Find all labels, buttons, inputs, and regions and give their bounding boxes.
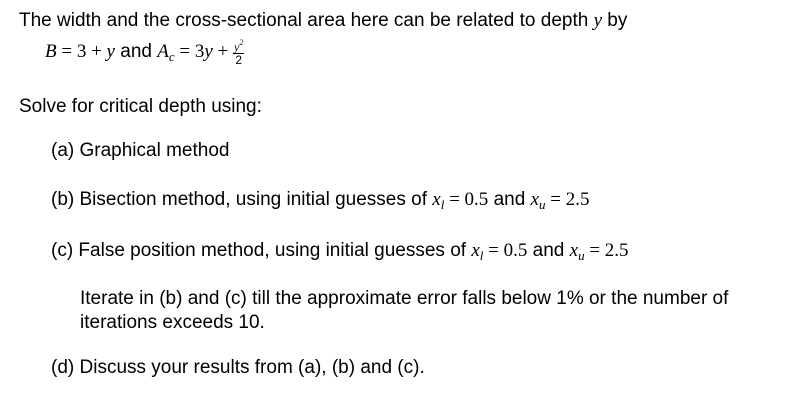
- part-d: (d) Discuss your results from (a), (b) and (c).: [51, 357, 425, 378]
- equation-line: [45, 38, 244, 66]
- part-b-xu-val: = 2.5: [545, 189, 590, 210]
- solve-instruction: Solve for critical depth using:: [19, 96, 262, 117]
- part-b: [51, 189, 589, 212]
- part-a: (a) Graphical method: [51, 140, 230, 161]
- part-b-xl: x: [432, 189, 441, 210]
- area-subscript: c: [168, 49, 175, 65]
- part-c-xu-val: = 2.5: [584, 240, 629, 261]
- area-y: y: [204, 41, 213, 63]
- intro-line: [19, 10, 627, 32]
- part-c-xl-sub: l: [479, 248, 484, 263]
- area-eq: = 3: [174, 41, 205, 63]
- fraction-denominator: 2: [235, 53, 243, 67]
- part-b-xu: x: [530, 189, 539, 210]
- fraction-numerator: [233, 38, 244, 54]
- area-plus: +: [212, 41, 234, 63]
- intro-text-after: by: [602, 10, 628, 31]
- part-c-xl: x: [471, 240, 480, 261]
- iterate-line-1: Iterate in (b) and (c) till the approximate error falls below 1% or the number of: [80, 288, 729, 309]
- part-b-and: and: [488, 189, 531, 210]
- area-fraction: [233, 38, 244, 66]
- part-c-xu-sub: u: [578, 248, 585, 263]
- fraction-exponent: 2: [239, 38, 244, 47]
- equation-and: and: [114, 41, 158, 63]
- width-eq: = 3 +: [56, 41, 107, 63]
- width-y: y: [106, 41, 115, 63]
- part-c: [51, 240, 629, 263]
- width-symbol: B: [45, 41, 57, 63]
- part-c-xl-val: = 0.5: [483, 240, 528, 261]
- part-c-and: and: [527, 240, 570, 261]
- part-b-xu-sub: u: [539, 197, 546, 212]
- depth-variable: y: [593, 10, 603, 31]
- part-b-xl-val: = 0.5: [444, 189, 489, 210]
- area-symbol: A: [157, 41, 169, 63]
- part-b-text: (b) Bisection method, using initial guesses of: [51, 189, 433, 210]
- part-c-text: (c) False position method, using initial guesses of: [51, 240, 472, 261]
- fraction-numerator-var: y: [234, 40, 240, 54]
- part-c-xu: x: [569, 240, 579, 261]
- part-b-xl-sub: l: [440, 197, 445, 212]
- iterate-line-2: iterations exceeds 10.: [80, 312, 265, 333]
- intro-text-before: The width and the cross-sectional area here can be related to depth: [19, 10, 594, 31]
